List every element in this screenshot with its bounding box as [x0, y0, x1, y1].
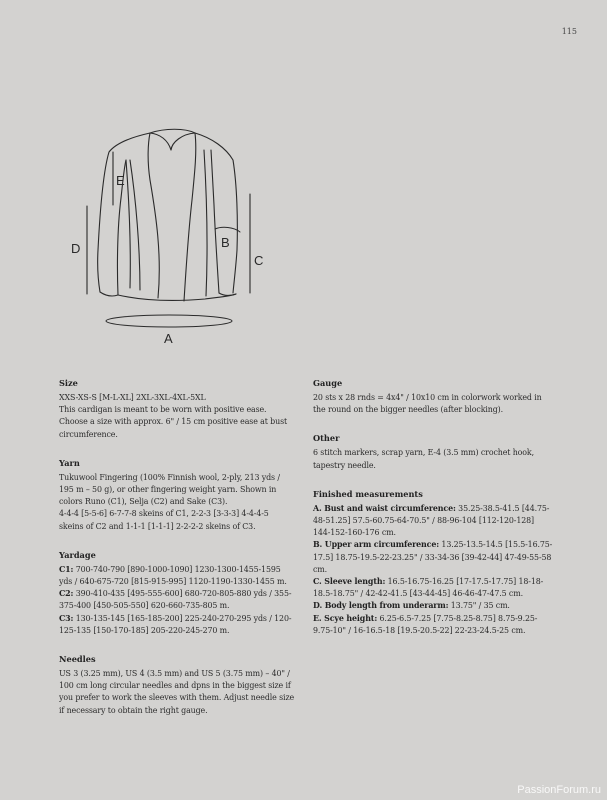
other-section: [313, 433, 553, 471]
right-front-band: [204, 150, 207, 296]
yardage-heading: Yardage: [59, 549, 96, 560]
measurement-d: D. Body length from underarm: 13.75" / 35 cm.: [313, 601, 510, 611]
measurement-c: C. Sleeve length: 16.5-16.75-16.25 [17-17.5-17.75] 18-18-18.5-18.75" / 42-42-41.5 [43-44-45] 46-46-47-47.5 cm.: [313, 577, 544, 599]
watermark: PassionForum.ru: [517, 784, 601, 796]
bust-ellipse-a: [106, 315, 232, 327]
left-column: [59, 378, 295, 734]
left-front-band: [130, 160, 140, 290]
gauge-heading: Gauge: [313, 378, 343, 388]
left-collar-inner: [150, 133, 171, 150]
cardigan-drawing: [0, 0, 607, 360]
size-range: XXS-XS-S [M-L-XL] 2XL-3XL-4XL-5XL: [59, 393, 206, 402]
size-heading: Size: [59, 378, 78, 388]
needles-description: US 3 (3.25 mm), US 4 (3.5 mm) and US 5 (3.75 mm) – 40" / 100 cm long circular needles and dpns in the biggest size if you prefer to work the sleeves with them. Adjust needle size if necessary to obtain the right gauge.: [59, 669, 295, 715]
upper-arm-b-line: [215, 227, 240, 232]
needles-section: [59, 654, 295, 717]
label-d: D: [71, 241, 81, 256]
finished-measurements-section: [313, 489, 553, 637]
yardage-c2: C2: 390-410-435 [495-555-600] 680-720-805-880 yds / 355-375-400 [450-505-550] 620-660-735-805 m.: [59, 589, 292, 611]
yardage-section: [59, 550, 295, 637]
label-c: C: [254, 253, 264, 268]
left-front: [126, 160, 130, 288]
size-ease-note: This cardigan is meant to be worn with positive ease. Choose a size with approx. 6" / 15 cm positive ease at bust circumference.: [59, 405, 288, 439]
yarn-heading: Yarn: [59, 457, 80, 468]
yardage-c3: C3: 130-135-145 [165-185-200] 225-240-270-295 yds / 120-125-135 [150-170-185] 205-220-245-270 m.: [59, 613, 292, 635]
yarn-description: Tukuwool Fingering (100% Finnish wool, 2-ply, 213 yds / 195 m – 50 g), or other fingering weight yarn. Shown in colors Runo (C1), Selja (C2) and Sake (C3).: [59, 472, 280, 507]
gauge-description: 20 sts x 28 rnds = 4x4" / 10x10 cm in colorwork worked in the round on the bigger needles (after blocking).: [313, 393, 542, 415]
cardigan-schematic: [0, 0, 607, 360]
right-arm-inner: [211, 150, 219, 293]
gauge-section: [313, 378, 553, 416]
page-number: 115: [561, 27, 577, 36]
right-column: [313, 378, 553, 654]
measurement-b: B. Upper arm circumference: 13.25-13.5-14.5 [15.5-16.75-17.5] 18.75-19.5-22-23.25" / 33-34-36 [39-42-44] 47-49-55-58 cm.: [313, 540, 553, 574]
measurement-e: E. Scye height: 6.25-6.5-7.25 [7.75-8.25-8.75] 8.75-9.25-9.75-10" / 16-16.5-18 [19.5-20.5-22] 22-23-24.5-25 cm.: [313, 613, 538, 635]
finished-measurements-heading: Finished measurements: [313, 488, 423, 499]
left-collar: [148, 133, 159, 298]
other-heading: Other: [313, 433, 340, 444]
label-b: B: [221, 235, 230, 250]
label-e: E: [116, 173, 125, 188]
yardage-c1: C1: 700-740-790 [890-1000-1090] 1230-1300-1455-1595 yds / 640-675-720 [815-915-995] 1120-1190-1330-1455 m.: [59, 564, 287, 587]
body-outline-left: [98, 133, 150, 292]
needles-heading: Needles: [59, 654, 96, 665]
right-collar: [171, 133, 196, 301]
label-a: A: [164, 331, 173, 346]
right-cuff: [219, 293, 236, 295]
back-neck: [150, 129, 195, 133]
measurement-a: A. Bust and waist circumference: 35.25-38.5-41.5 [44.75-48-51.25] 57.5-60.75-64-70.5" / 88-96-104 [112-120-128] 144-152-160-176 cm.: [313, 503, 550, 538]
left-cuff: [100, 292, 118, 296]
yarn-section: [59, 458, 295, 533]
right-shoulder: [195, 133, 237, 293]
other-description: 6 stitch markers, scrap yarn, E-4 (3.5 mm) crochet hook, tapestry needle.: [313, 448, 534, 470]
size-section: [59, 378, 295, 441]
yarn-skeins: 4-4-4 [5-5-6] 6-7-7-8 skeins of C1, 2-2-3 [3-3-3] 4-4-4-5 skeins of C2 and 1-1-1 [1-1-1] 2-2-2-2 skeins of C3.: [59, 509, 269, 531]
hem: [118, 294, 236, 300]
